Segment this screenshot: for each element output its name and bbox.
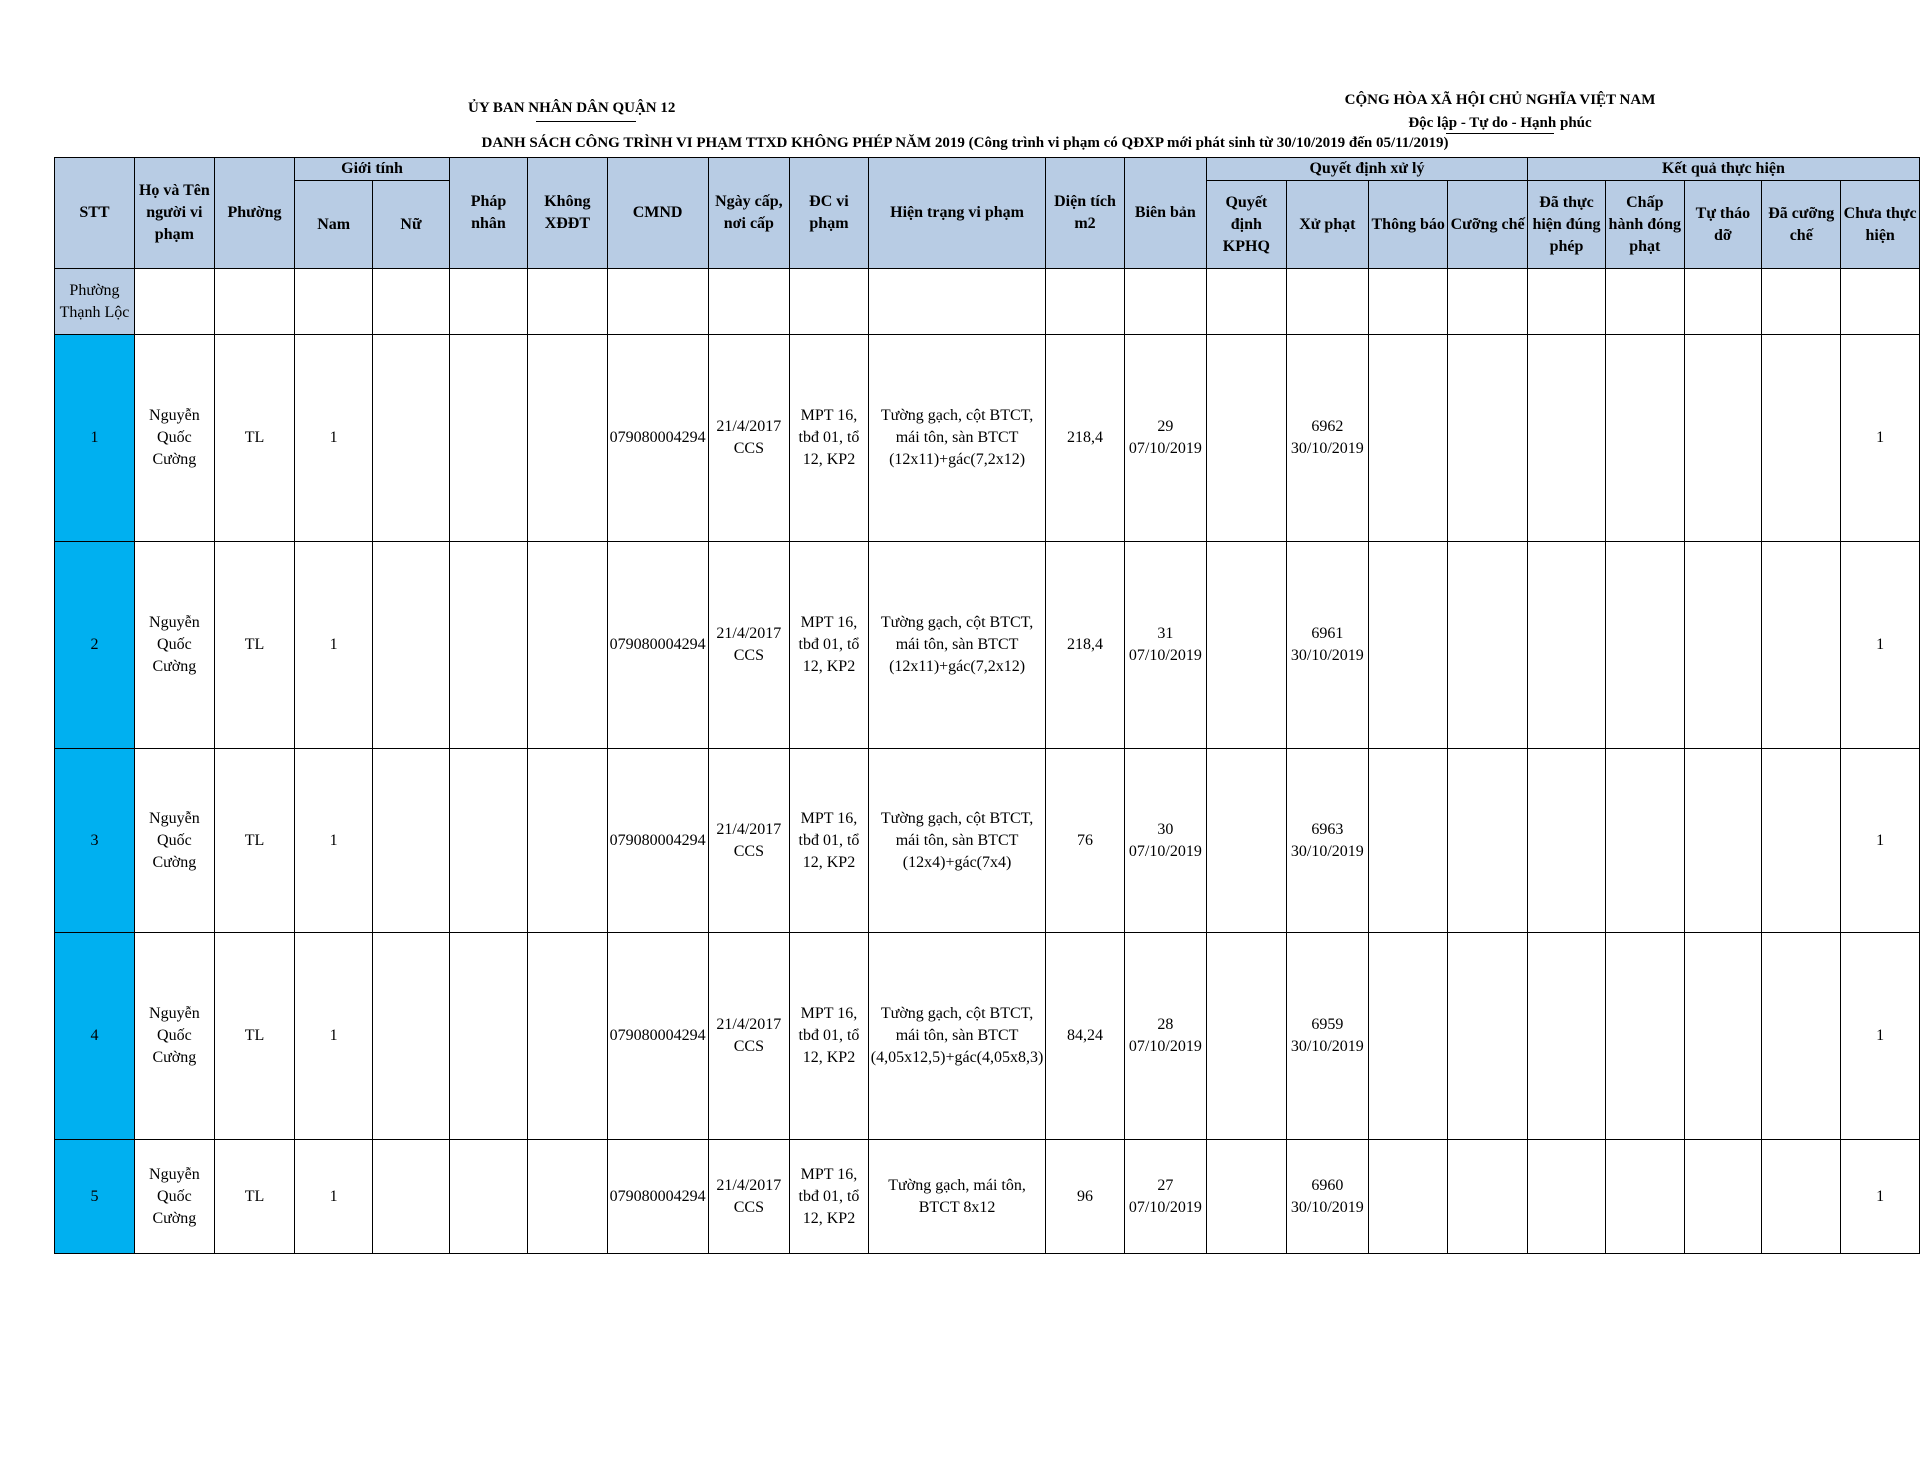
col-no-xddt: Không XĐĐT xyxy=(528,158,607,269)
row-name: Nguyễn Quốc Cường xyxy=(134,542,214,749)
row-area: 218,4 xyxy=(1046,542,1124,749)
agency-name: ỦY BAN NHÂN DÂN QUẬN 12 xyxy=(468,100,676,116)
col-paid: Chấp hành đóng phạt xyxy=(1606,181,1684,269)
national-title: CỘNG HÒA XÃ HỘI CHỦ NGHĨA VIỆT NAM xyxy=(1344,92,1656,108)
row-cmnd: 079080004294 xyxy=(607,335,708,542)
col-female: Nữ xyxy=(373,181,450,269)
col-issue: Ngày cấp, nơi cấp xyxy=(708,158,790,269)
row-stt: 1 xyxy=(55,335,135,542)
row-issue: 21/4/2017 CCS xyxy=(708,1140,790,1254)
document-title: DANH SÁCH CÔNG TRÌNH VI PHẠM TTXD KHÔNG PHÉP NĂM 2019 (Công trình vi phạm có QĐXP mới phát sinh từ 30/10/2019 đến 05/11/2019) xyxy=(481,135,1449,151)
col-gender: Giới tính xyxy=(295,158,450,181)
row-issue: 21/4/2017 CCS xyxy=(708,542,790,749)
row-status: Tường gạch, cột BTCT, mái tôn, sàn BTCT (4,05x12,5)+gác(4,05x8,3) xyxy=(868,933,1046,1140)
row-area: 218,4 xyxy=(1046,335,1124,542)
col-not-done: Chưa thực hiện xyxy=(1841,181,1920,269)
row-male: 1 xyxy=(295,933,373,1140)
row-fine: 6962 30/10/2019 xyxy=(1286,335,1368,542)
row-ward: TL xyxy=(214,542,294,749)
col-area: Diện tích m2 xyxy=(1046,158,1124,269)
col-name: Họ và Tên người vi phạm xyxy=(134,158,214,269)
row-ward: TL xyxy=(214,335,294,542)
row-issue: 21/4/2017 CCS xyxy=(708,335,790,542)
row-stt: 4 xyxy=(55,933,135,1140)
row-cmnd: 079080004294 xyxy=(607,1140,708,1254)
row-record: 28 07/10/2019 xyxy=(1124,933,1206,1140)
row-name: Nguyễn Quốc Cường xyxy=(134,335,214,542)
col-fine: Xử phạt xyxy=(1286,181,1368,269)
row-cmnd: 079080004294 xyxy=(607,933,708,1140)
col-status: Hiện trạng vi phạm xyxy=(868,158,1046,269)
row-area: 76 xyxy=(1046,749,1124,933)
row-status: Tường gạch, cột BTCT, mái tôn, sàn BTCT (12x4)+gác(7x4) xyxy=(868,749,1046,933)
table-row xyxy=(55,749,1920,933)
col-notice: Thông báo xyxy=(1369,181,1448,269)
violation-table xyxy=(54,157,1920,1254)
row-address: MPT 16, tbđ 01, tổ 12, KP2 xyxy=(790,933,869,1140)
ward-group-label: Phường Thạnh Lộc xyxy=(55,269,135,335)
ward-group-row xyxy=(55,269,1920,335)
row-name: Nguyễn Quốc Cường xyxy=(134,933,214,1140)
row-area: 84,24 xyxy=(1046,933,1124,1140)
col-kphq: Quyết định KPHQ xyxy=(1207,181,1287,269)
col-enforce: Cưỡng chế xyxy=(1448,181,1528,269)
col-result-group: Kết quả thực hiện xyxy=(1527,158,1919,181)
row-not-done: 1 xyxy=(1841,749,1920,933)
row-address: MPT 16, tbđ 01, tổ 12, KP2 xyxy=(790,749,869,933)
col-male: Nam xyxy=(295,181,373,269)
row-record: 29 07/10/2019 xyxy=(1124,335,1206,542)
row-not-done: 1 xyxy=(1841,335,1920,542)
table-row xyxy=(55,933,1920,1140)
row-not-done: 1 xyxy=(1841,933,1920,1140)
col-ward: Phường xyxy=(214,158,294,269)
row-cmnd: 079080004294 xyxy=(607,542,708,749)
national-motto: Độc lập - Tự do - Hạnh phúc xyxy=(1408,115,1592,131)
table-row xyxy=(55,1140,1920,1254)
table-row xyxy=(55,542,1920,749)
col-record: Biên bản xyxy=(1124,158,1206,269)
agency-underline xyxy=(536,121,636,122)
row-male: 1 xyxy=(295,335,373,542)
row-male: 1 xyxy=(295,749,373,933)
row-fine: 6961 30/10/2019 xyxy=(1286,542,1368,749)
row-ward: TL xyxy=(214,749,294,933)
row-stt: 3 xyxy=(55,749,135,933)
row-area: 96 xyxy=(1046,1140,1124,1254)
row-record: 30 07/10/2019 xyxy=(1124,749,1206,933)
row-stt: 2 xyxy=(55,542,135,749)
table-row xyxy=(55,335,1920,542)
row-record: 31 07/10/2019 xyxy=(1124,542,1206,749)
row-status: Tường gạch, mái tôn, BTCT 8x12 xyxy=(868,1140,1046,1254)
row-fine: 6963 30/10/2019 xyxy=(1286,749,1368,933)
row-address: MPT 16, tbđ 01, tổ 12, KP2 xyxy=(790,542,869,749)
row-not-done: 1 xyxy=(1841,542,1920,749)
row-status: Tường gạch, cột BTCT, mái tôn, sàn BTCT (12x11)+gác(7,2x12) xyxy=(868,335,1046,542)
col-enforced: Đã cưỡng chế xyxy=(1762,181,1841,269)
row-not-done: 1 xyxy=(1841,1140,1920,1254)
col-cmnd: CMND xyxy=(607,158,708,269)
col-permitted: Đã thực hiện đúng phép xyxy=(1527,181,1605,269)
row-issue: 21/4/2017 CCS xyxy=(708,749,790,933)
col-stt: STT xyxy=(55,158,135,269)
row-ward: TL xyxy=(214,1140,294,1254)
row-cmnd: 079080004294 xyxy=(607,749,708,933)
row-stt: 5 xyxy=(55,1140,135,1254)
row-address: MPT 16, tbđ 01, tổ 12, KP2 xyxy=(790,335,869,542)
row-name: Nguyễn Quốc Cường xyxy=(134,1140,214,1254)
row-ward: TL xyxy=(214,933,294,1140)
row-record: 27 07/10/2019 xyxy=(1124,1140,1206,1254)
row-status: Tường gạch, cột BTCT, mái tôn, sàn BTCT (12x11)+gác(7,2x12) xyxy=(868,542,1046,749)
motto-underline xyxy=(1446,133,1554,134)
row-male: 1 xyxy=(295,1140,373,1254)
col-legal: Pháp nhân xyxy=(449,158,527,269)
row-name: Nguyễn Quốc Cường xyxy=(134,749,214,933)
row-male: 1 xyxy=(295,542,373,749)
col-decision-group: Quyết định xử lý xyxy=(1207,158,1528,181)
col-address: ĐC vi phạm xyxy=(790,158,869,269)
row-fine: 6960 30/10/2019 xyxy=(1286,1140,1368,1254)
row-address: MPT 16, tbđ 01, tổ 12, KP2 xyxy=(790,1140,869,1254)
national-header xyxy=(1290,89,1710,135)
agency-header xyxy=(468,100,675,117)
row-fine: 6959 30/10/2019 xyxy=(1286,933,1368,1140)
row-issue: 21/4/2017 CCS xyxy=(708,933,790,1140)
col-self-demolish: Tự tháo dỡ xyxy=(1684,181,1762,269)
